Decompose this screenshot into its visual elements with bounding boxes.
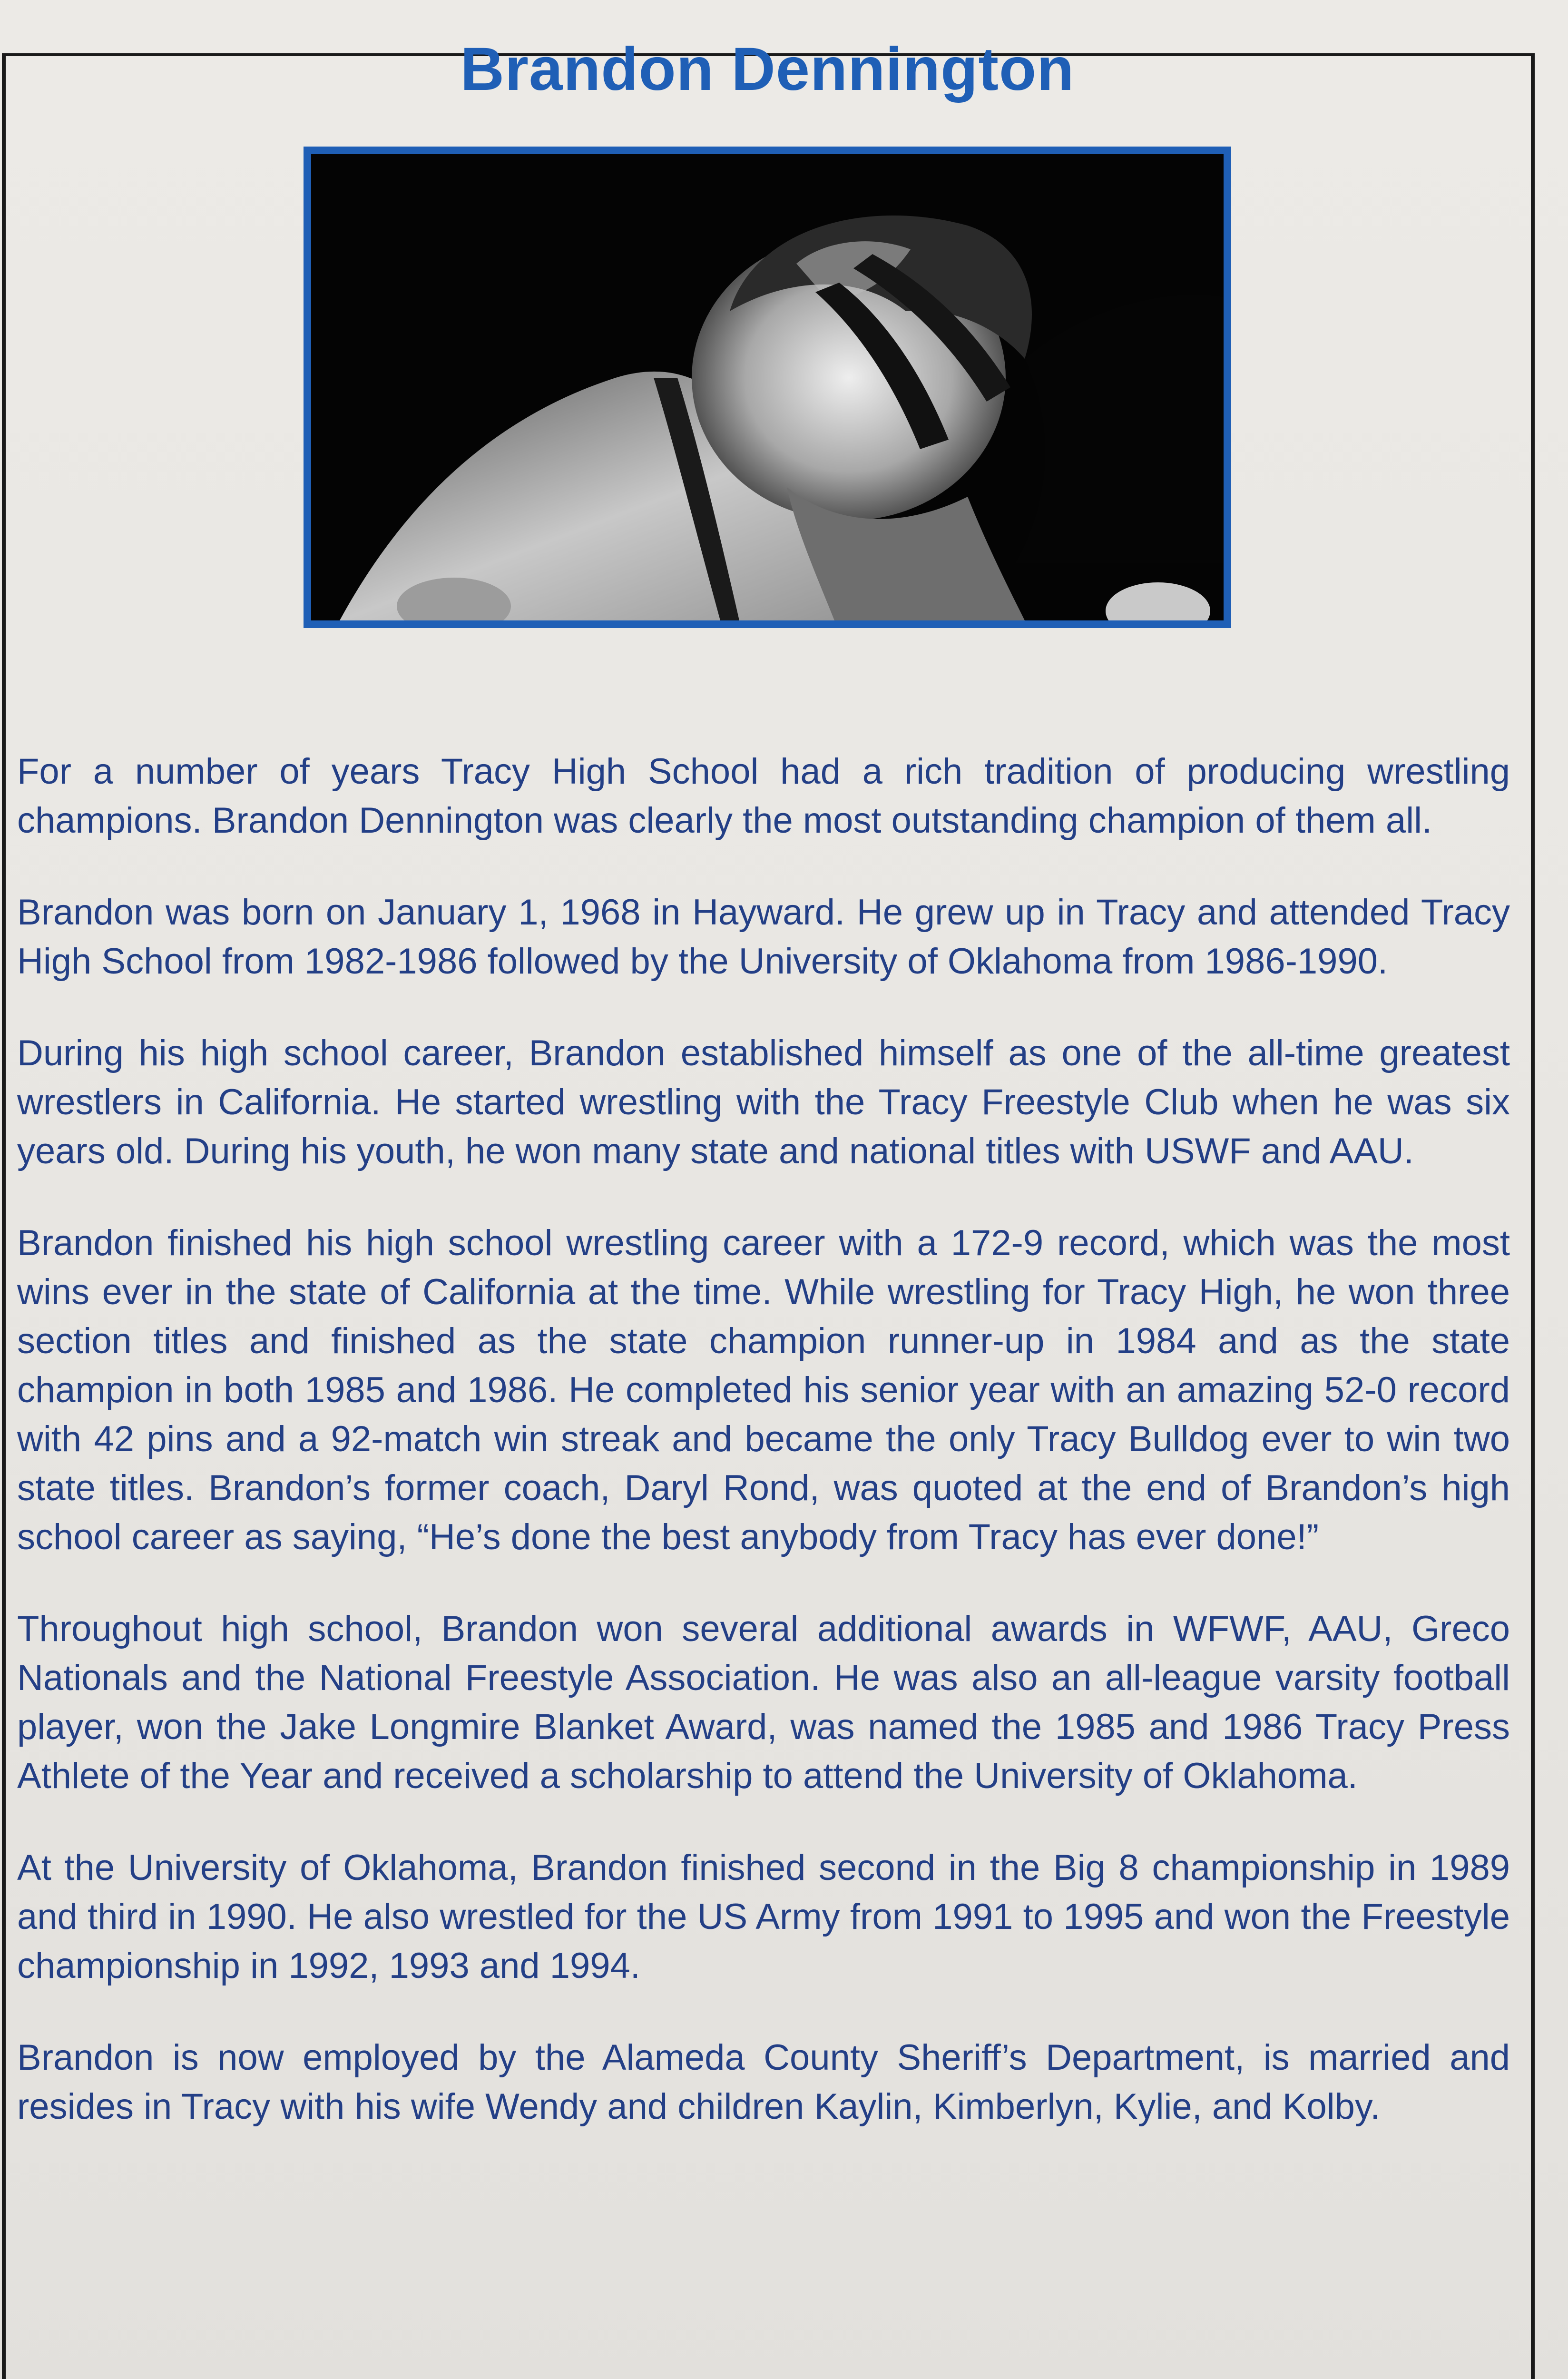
bio-paragraph-1: For a number of years Tracy High School had a rich tradition of producing wrestling champions. Brandon Dennington was clearly the most outstanding champion of them all.	[17, 751, 1510, 841]
wrestler-photo	[304, 147, 1231, 628]
bio-paragraph-4: Brandon finished his high school wrestling career with a 172-9 record, which was the most wins ever in the state of California at the time. While wrestling for Tracy High, he won three section titles and finished as the state champion runner-up in 1984 and as the state champion in both 1985 and 1986. He completed his senior year with an amazing 52-0 record with 42 pins and a 92-match win streak and became the only Tracy Bulldog ever to win two state titles. Brandon’s former coach, Daryl Rond, was quoted at the end of Brandon’s high school career as saying, “He’s done the best anybody from Tracy has ever done!”	[17, 1223, 1510, 1557]
bio-paragraph-2: Brandon was born on January 1, 1968 in Hayward. He grew up in Tracy and attended Tracy High School from 1982-1986 followed by the University of Oklahoma from 1986-1990.	[17, 892, 1510, 982]
wrestler-photo-image	[311, 154, 1224, 620]
biography-text	[17, 747, 1510, 2174]
plaque-title: Brandon Dennington	[460, 35, 1075, 103]
bio-paragraph-5: Throughout high school, Brandon won several additional awards in WFWF, AAU, Greco Nationals and the National Freestyle Association. He was also an all-league varsity football player, won the Jake Longmire Blanket Award, was named the 1985 and 1986 Tracy Press Athlete of the Year and received a scholarship to attend the University of Oklahoma.	[17, 1609, 1510, 1796]
bio-paragraph-3: During his high school career, Brandon established himself as one of the all-time greatest wrestlers in California. He started wrestling with the Tracy Freestyle Club when he was six years old. During his youth, he won many state and national titles with USWF and AAU.	[17, 1033, 1510, 1171]
bio-paragraph-7: Brandon is now employed by the Alameda County Sheriff’s Department, is married and resides in Tracy with his wife Wendy and children Kaylin, Kimberlyn, Kylie, and Kolby.	[17, 2037, 1510, 2127]
bio-paragraph-6: At the University of Oklahoma, Brandon finished second in the Big 8 championship in 1989 and third in 1990. He also wrestled for the US Army from 1991 to 1995 and won the Freestyle championship in 1992, 1993 and 1994.	[17, 1848, 1510, 1986]
